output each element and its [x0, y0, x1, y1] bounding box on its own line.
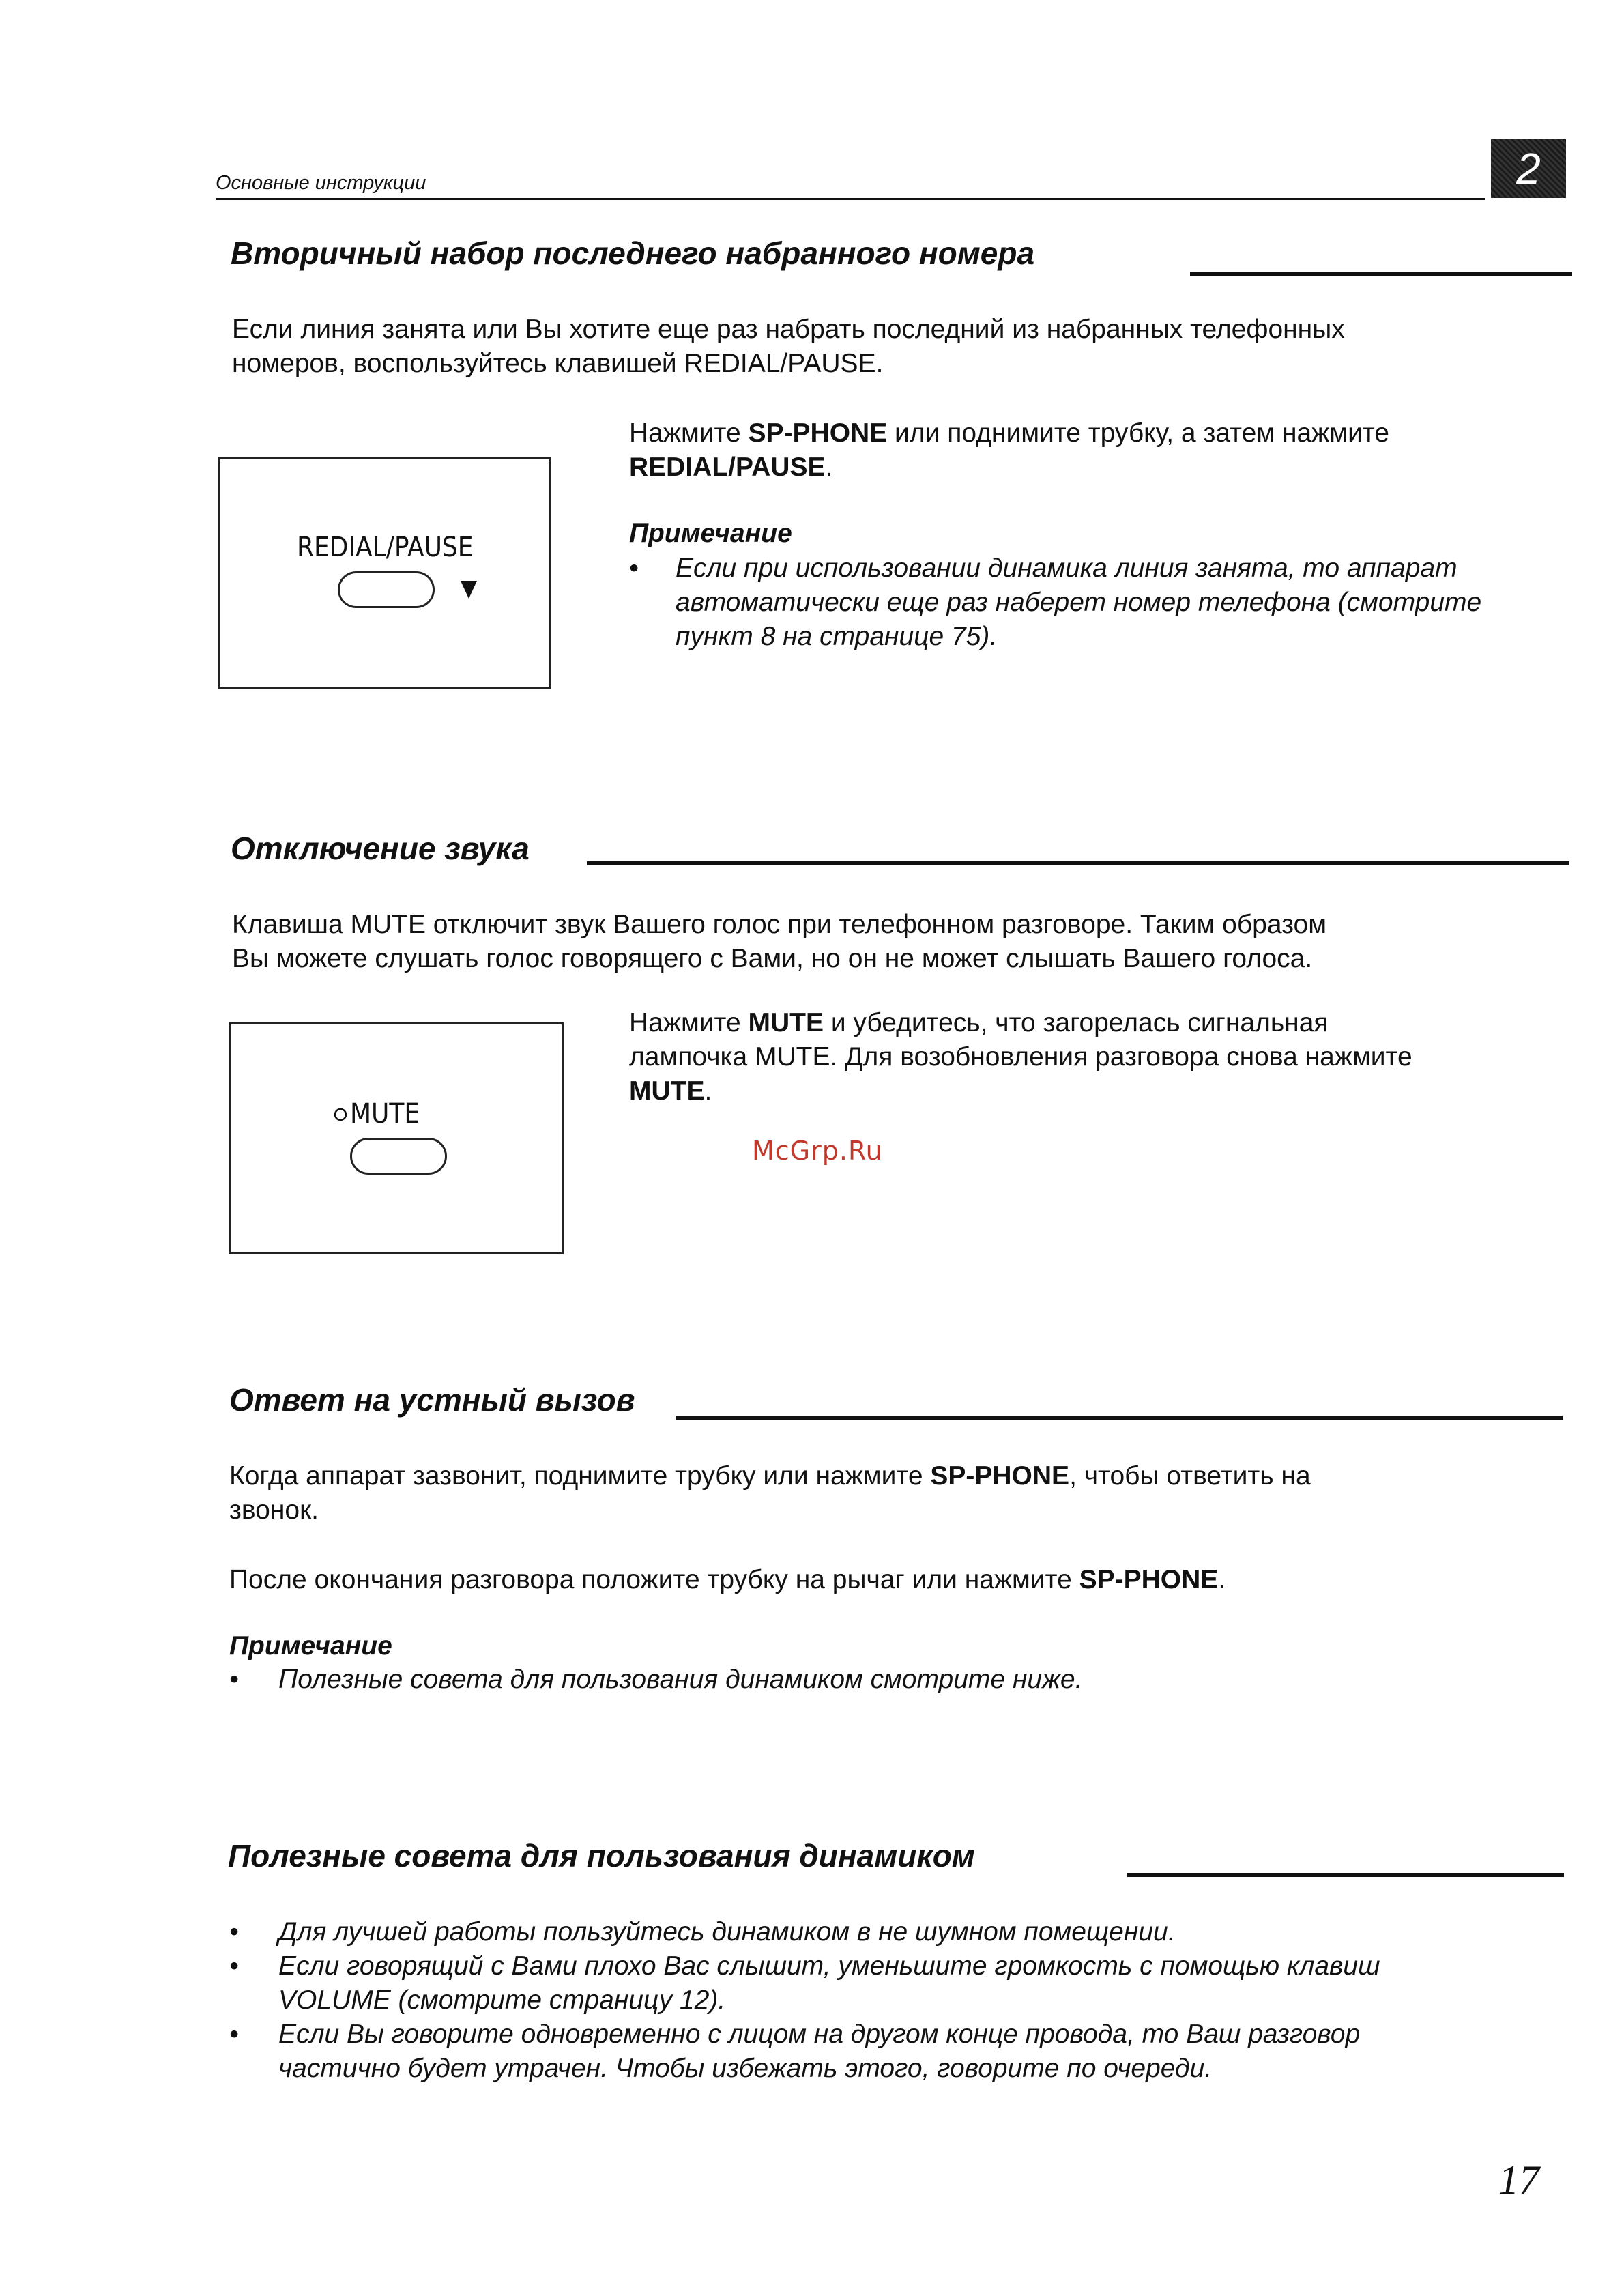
- note-line: Полезные совета для пользования динамиком смотрите ниже.: [278, 1665, 1083, 1694]
- mute-key-label: MUTE: [350, 1098, 420, 1130]
- watermark: McGrp.Ru: [752, 1136, 883, 1166]
- section-rule-redial: [1190, 272, 1572, 276]
- section-rule-tips: [1127, 1873, 1564, 1877]
- paragraph-text: , чтобы ответить на: [1069, 1461, 1311, 1491]
- tip-line: Для лучшей работы пользуйтесь динамиком в не шумном помещении.: [278, 1917, 1176, 1947]
- bullet: •: [229, 1917, 239, 1947]
- redial-note: [629, 551, 1571, 654]
- list-item: [229, 1915, 1567, 1949]
- page-number: 17: [1498, 2157, 1539, 2202]
- instruction-text: лампочка MUTE. Для возобновления разговора снова нажмите: [629, 1042, 1412, 1072]
- tip-line: Если говорящий с Вами плохо Вас слышит, уменьшите громкость с помощью клавиш: [278, 1951, 1380, 1981]
- tips-list: [229, 1915, 1567, 2086]
- answer-paragraph-2: [229, 1563, 1567, 1597]
- mute-intro-line: Вы можете слушать голос говорящего с Вами, но он не может слышать Вашего голоса.: [232, 944, 1313, 973]
- key-name: MUTE: [629, 1076, 705, 1106]
- answer-paragraph-1: [229, 1459, 1567, 1527]
- tip-line: Если Вы говорите одновременно с лицом на другом конце провода, то Ваш разговор: [278, 2020, 1361, 2049]
- section-rule-answer: [676, 1416, 1563, 1420]
- note-line: пункт 8 на странице 75).: [676, 622, 998, 651]
- paragraph-text: .: [1218, 1565, 1226, 1594]
- bullet: •: [229, 2020, 239, 2049]
- arrow-down-icon: [459, 579, 478, 600]
- mute-intro: [232, 908, 1569, 976]
- key-name: REDIAL/PAUSE: [629, 453, 826, 482]
- redial-note-title: Примечание: [629, 519, 792, 548]
- redial-intro-line: Если линия занята или Вы хотите еще раз набрать последний из набранных телефонных: [232, 315, 1345, 344]
- key-name: SP-PHONE: [748, 418, 888, 448]
- paragraph-text: звонок.: [229, 1495, 319, 1525]
- redial-intro-line: номеров, воспользуйтесь клавишей REDIAL/PAUSE.: [232, 349, 884, 378]
- answer-note: [229, 1663, 1567, 1697]
- running-header: Основные инструкции: [216, 172, 426, 194]
- paragraph-text: Когда аппарат зазвонит, поднимите трубку или нажмите: [229, 1461, 931, 1491]
- section-title-mute: Отключение звука: [231, 831, 530, 866]
- mute-key[interactable]: [350, 1138, 447, 1175]
- redial-intro: [232, 313, 1569, 381]
- key-name: MUTE: [748, 1008, 824, 1037]
- instruction-text: Нажмите: [629, 1008, 749, 1037]
- bullet: •: [629, 554, 639, 583]
- list-item: [229, 2018, 1567, 2086]
- paragraph-text: После окончания разговора положите трубку на рычаг или нажмите: [229, 1565, 1079, 1594]
- note-line: автоматически еще раз наберет номер телефона (смотрите: [676, 588, 1482, 617]
- section-title-tips: Полезные совета для пользования динамиком: [228, 1838, 975, 1874]
- tip-line: частично будет утрачен. Чтобы избежать этого, говорите по очереди.: [278, 2054, 1213, 2083]
- key-name: SP-PHONE: [1079, 1565, 1219, 1594]
- tip-line: VOLUME (смотрите страницу 12).: [278, 1985, 726, 2015]
- section-title-answer: Ответ на устный вызов: [229, 1382, 635, 1418]
- instruction-text: .: [704, 1076, 712, 1106]
- instruction-text: или поднимите трубку, а затем нажмите: [887, 418, 1389, 448]
- answer-note-title: Примечание: [229, 1631, 392, 1661]
- mute-intro-line: Клавиша MUTE отключит звук Вашего голос при телефонном разговоре. Таким образом: [232, 910, 1327, 939]
- bullet: •: [229, 1951, 239, 1981]
- instruction-text: Нажмите: [629, 418, 749, 448]
- section-rule-mute: [587, 861, 1569, 865]
- header-rule: [216, 198, 1485, 200]
- redial-pause-key[interactable]: [338, 571, 435, 608]
- mute-key-illustration: [229, 1022, 564, 1254]
- redial-key-illustration: [218, 457, 551, 689]
- instruction-text: и убедитесь, что загорелась сигнальная: [824, 1008, 1329, 1037]
- note-line: Если при использовании динамика линия занята, то аппарат: [676, 554, 1458, 583]
- redial-key-label: REDIAL/PAUSE: [297, 532, 474, 563]
- mute-instruction: [629, 1006, 1571, 1108]
- bullet: •: [229, 1665, 239, 1694]
- chapter-badge: 2: [1491, 139, 1566, 198]
- instruction-text: .: [825, 453, 833, 482]
- key-name: SP-PHONE: [930, 1461, 1070, 1491]
- mute-indicator-lamp-icon: [334, 1108, 347, 1121]
- redial-instruction: [629, 416, 1557, 485]
- list-item: [229, 1949, 1567, 2018]
- section-title-redial: Вторичный набор последнего набранного номера: [231, 235, 1035, 271]
